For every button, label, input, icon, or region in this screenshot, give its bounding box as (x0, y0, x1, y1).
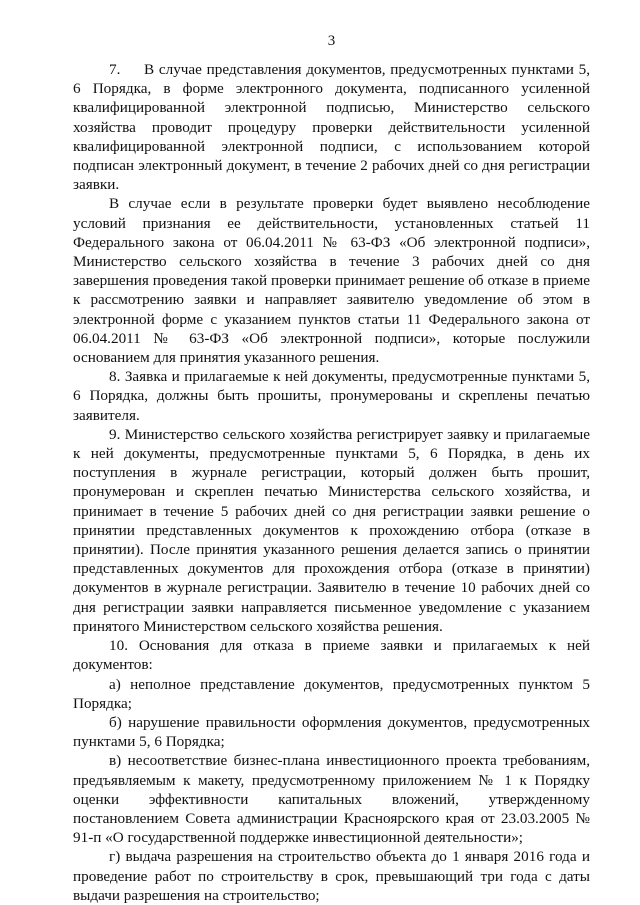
paragraph-9: 9. Министерство сельского хозяйства регистрирует заявку и прилагаемые к ней документы, предусмотренные пунктами 5, 6 Порядка, в день их поступления в журнале регистрации, который должен быть прошит, пронумерован и скреплен печатью Министерства сельского хозяйства, и принимает в течение 5 рабочих дней со дня регистрации заявки решение о принятии представленных документов к прохождению отбора (отказе в принятии). После принятия указанного решения делается запись о принятии представленных документов для прохождения отбора (отказе в принятии) документов в журнале регистрации. Заявителю в течение 10 рабочих дней со дня регистрации заявки направляется письменное уведомление с указанием принятого Министерством сельского хозяйства решения. (73, 425, 590, 635)
list-item-v: в) несоответствие бизнес-плана инвестиционного проекта требованиям, предъявляемым к макету, предусмотренному приложением № 1 к Порядку оценки эффективности капитальных вложений, утвержденному постановлением Совета администрации Красноярского края от 23.03.2005 № 91-п «О государственной поддержке инвестиционной деятельности»; (73, 752, 590, 847)
paragraph-7: 7. В случае представления документов, предусмотренных пунктами 5, 6 Порядка, в форме электронного документа, подписанного усиленной квалифицированной электронной подписью, Министерство сельского хозяйства проводит процедуру проверки действительности усиленной квалифицированной электронной подписи, с использованием которой подписан электронный документ, в течение 2 рабочих дней со дня регистрации заявки. (73, 61, 590, 194)
paragraph-8: 8. Заявка и прилагаемые к ней документы, предусмотренные пунктами 5, 6 Порядка, должны быть прошиты, пронумерованы и скреплены печатью заявителя. (73, 368, 590, 424)
list-item-a: а) неполное представление документов, предусмотренных пунктом 5 Порядка; (73, 675, 590, 712)
list-item-g: г) выдача разрешения на строительство объекта до 1 января 2016 года и проведение работ по строительству в срок, превышающий три года с даты выдачи разрешения на строительство; (73, 848, 590, 904)
page-number: 3 (327, 33, 336, 49)
paragraph-10: 10. Основания для отказа в приеме заявки и прилагаемых к ней документов: (73, 637, 590, 674)
list-item-b: б) нарушение правильности оформления документов, предусмотренных пунктами 5, 6 Порядка; (73, 713, 590, 751)
paragraph-7-continuation: В случае если в результате проверки будет выявлено несоблюдение условий признания ее действительности, установленных статьей 11 Федерального закона от 06.04.2011 № 63-ФЗ «Об электронной подписи», Министерство сельского хозяйства в течение 3 рабочих дней со дня завершения проведения такой проверки принимает решение об отказе в приеме к рассмотрению заявки и направляет заявителю уведомление об этом в электронной форме с указанием пунктов статьи 11 Федерального закона от 06.04.2011 № 63-ФЗ «Об электронной подписи», которые послужили основанием для принятия указанного решения. (73, 195, 590, 367)
